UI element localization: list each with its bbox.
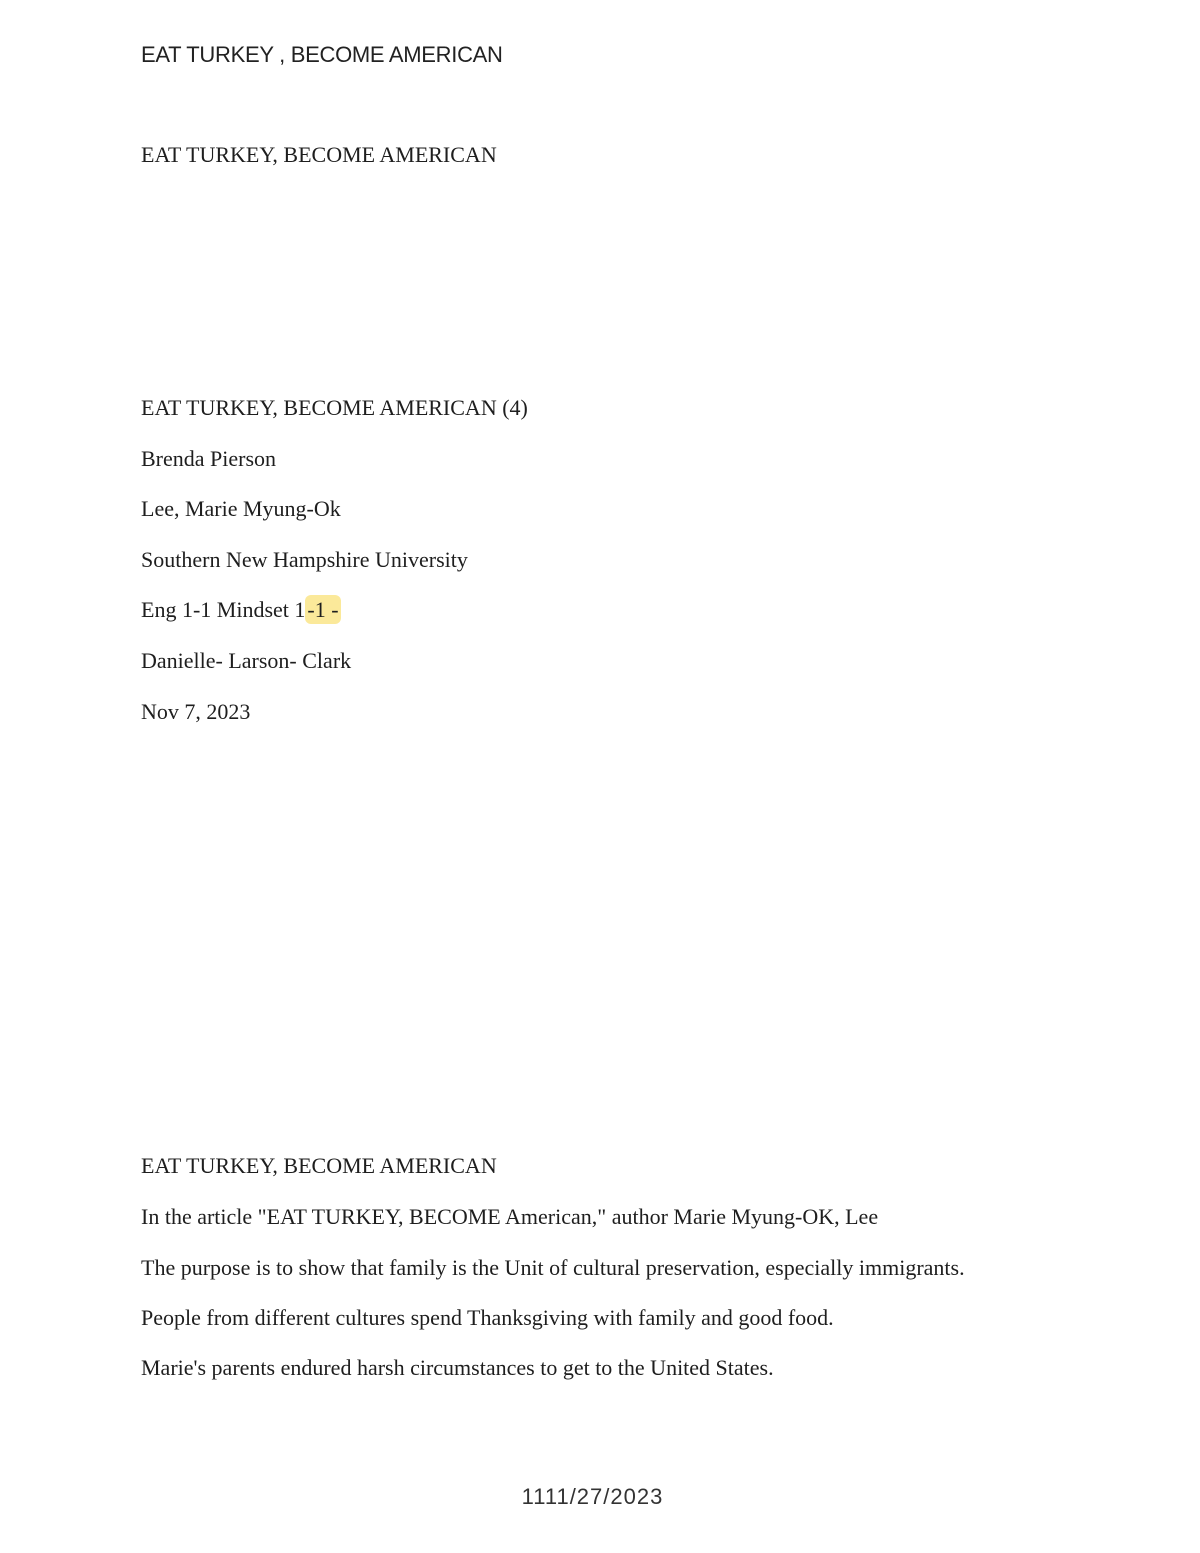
body-paragraph: Marie's parents endured harsh circumstances to get to the United States. [141,1355,774,1380]
body-paragraph: People from different cultures spend Thanksgiving with family and good food. [141,1305,834,1330]
student-name: Brenda Pierson [141,446,277,471]
document-heading: EAT TURKEY, BECOME AMERICAN [141,142,497,167]
highlighted-text: -1 - [307,597,339,622]
article-author: Lee, Marie Myung-Ok [141,496,341,521]
running-head: EAT TURKEY , BECOME AMERICAN [141,42,503,67]
body-heading: EAT TURKEY, BECOME AMERICAN [141,1153,497,1178]
submission-date: Nov 7, 2023 [141,699,251,724]
course-line [141,597,341,623]
footer-date-stamp: 1111/27/2023 [521,1484,664,1509]
instructor-name: Danielle- Larson- Clark [141,648,352,673]
body-paragraph: In the article "EAT TURKEY, BECOME American," author Marie Myung-OK, Lee [141,1204,879,1229]
cover-title: EAT TURKEY, BECOME AMERICAN (4) [141,395,528,420]
course-prefix: Eng 1-1 Mindset 1 [141,597,306,622]
institution-name: Southern New Hampshire University [141,547,468,572]
body-paragraph: The purpose is to show that family is the Unit of cultural preservation, especially immigrants. [141,1255,965,1280]
